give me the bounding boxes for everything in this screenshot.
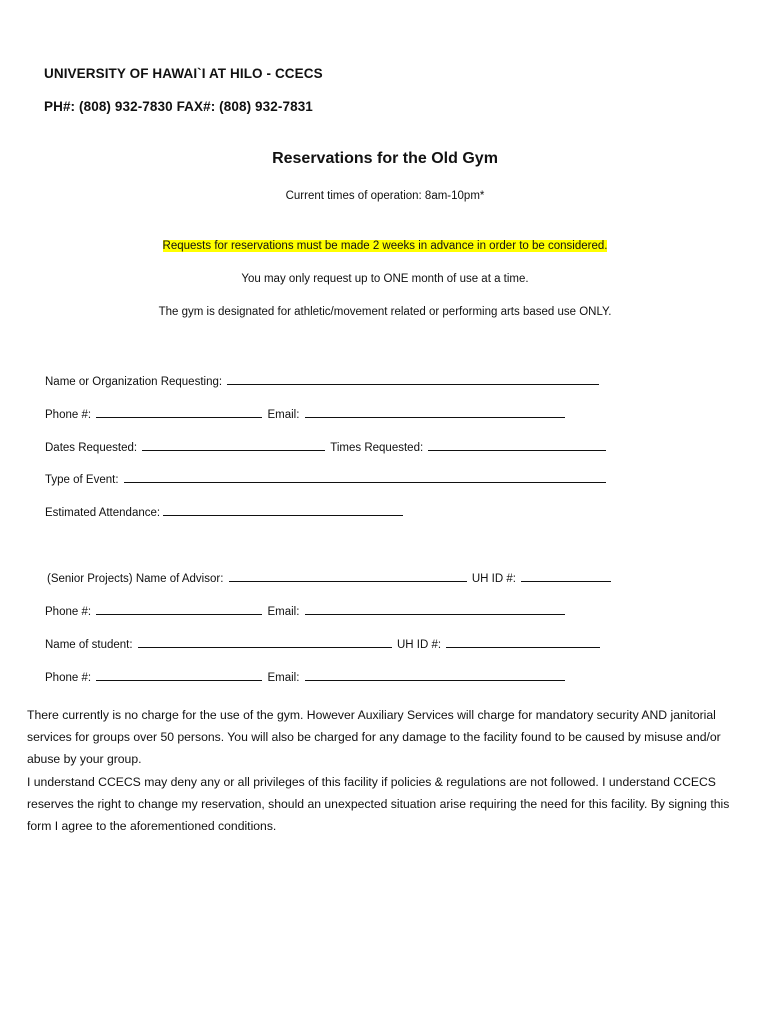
advisor-uh-id-field[interactable]: [521, 569, 611, 582]
student-label: Name of student:: [45, 639, 133, 651]
event-type-field[interactable]: [124, 470, 606, 483]
attendance-row: [45, 503, 405, 519]
name-organization-label: Name or Organization Requesting:: [45, 376, 223, 388]
advisor-phone-label: Phone #:: [45, 606, 92, 618]
phone-email-row: [45, 405, 567, 421]
page-title: Reservations for the Old Gym: [272, 150, 498, 167]
times-requested-label: Times Requested:: [330, 442, 424, 454]
name-organization-row: [45, 372, 601, 388]
name-organization-field[interactable]: [227, 372, 599, 385]
student-email-field[interactable]: [305, 668, 565, 681]
email-label: Email:: [267, 409, 300, 421]
student-field[interactable]: [138, 635, 392, 648]
dates-requested-field[interactable]: [142, 438, 325, 451]
organization-header: UNIVERSITY OF HAWAI`I AT HILO - CCECS: [44, 66, 323, 81]
hours-of-operation: Current times of operation: 8am-10pm*: [285, 190, 485, 202]
advisor-phone-email-row: [45, 602, 567, 618]
phone-field[interactable]: [96, 405, 262, 418]
student-phone-email-row: [45, 668, 567, 684]
usage-designation-line: The gym is designated for athletic/movement related or performing arts based use ONLY.: [158, 306, 612, 318]
attendance-label: Estimated Attendance:: [45, 507, 161, 519]
student-email-label: Email:: [267, 672, 300, 684]
advisor-label: (Senior Projects) Name of Advisor:: [47, 573, 224, 585]
attendance-field[interactable]: [163, 503, 403, 516]
agreement-paragraph: I understand CCECS may deny any or all privileges of this facility if policies & regulations are not followed. I understand CCECS reserves the right to change my reservation, should an unexpected situation arise requiring the need for this facility. By signing this form I agree to the aforementioned conditions.: [27, 774, 730, 834]
event-type-label: Type of Event:: [45, 474, 119, 486]
advisor-email-label: Email:: [267, 606, 300, 618]
advisor-phone-field[interactable]: [96, 602, 262, 615]
student-phone-label: Phone #:: [45, 672, 92, 684]
phone-label: Phone #:: [45, 409, 92, 421]
usage-limit-line: You may only request up to ONE month of use at a time.: [241, 273, 529, 285]
email-field[interactable]: [305, 405, 565, 418]
student-uh-id-field[interactable]: [446, 635, 600, 648]
student-uh-id-label: UH ID #:: [396, 639, 442, 651]
advisor-field[interactable]: [229, 569, 467, 582]
student-phone-field[interactable]: [96, 668, 262, 681]
charges-paragraph: There currently is no charge for the use of the gym. However Auxiliary Services will charge for mandatory security AND janitorial services for groups over 50 persons. You will also be charged for any damage to the facility found to be caused by misuse and/or abuse by your group.: [27, 708, 721, 767]
advisor-uh-id-label: UH ID #:: [471, 573, 516, 585]
event-type-row: [45, 470, 608, 486]
advance-notice-line: [0, 240, 770, 252]
advisor-row: [47, 569, 613, 585]
advance-notice-highlight: Requests for reservations must be made 2 weeks in advance in order to be considered.: [162, 240, 608, 252]
terms-section: [27, 704, 757, 837]
times-requested-field[interactable]: [428, 438, 606, 451]
student-row: [45, 635, 602, 651]
dates-requested-label: Dates Requested:: [45, 442, 138, 454]
dates-times-row: [45, 438, 608, 454]
contact-numbers: PH#: (808) 932-7830 FAX#: (808) 932-7831: [44, 99, 313, 114]
advisor-email-field[interactable]: [305, 602, 565, 615]
